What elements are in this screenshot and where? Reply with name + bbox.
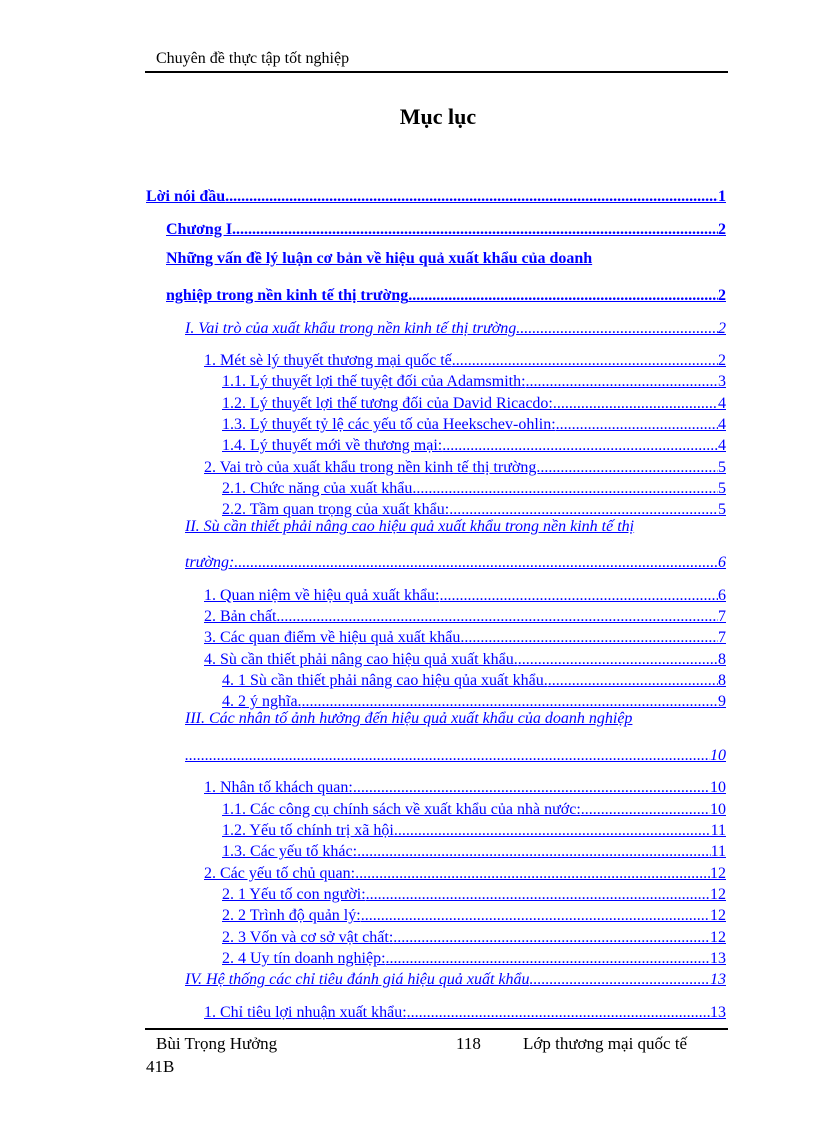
toc-entry-ii-1[interactable]: 1. Quan niệm về hiệu quả xuất khẩu: ..... 6: [204, 583, 726, 605]
toc-entry-1-1[interactable]: 1.1. Lý thuyết lợi thế tuyệt đối của Adamsmith: ..... 3: [222, 369, 726, 391]
toc-entry-iii-2[interactable]: 2. Các yếu tố chủ quan: ..... 12: [204, 861, 726, 883]
footer-class-name: Lớp thương mại quốc tế: [523, 1034, 688, 1053]
toc-entry-iii-2-4[interactable]: 2. 4 Uy tín doanh nghiệp: ..... 13: [222, 946, 726, 968]
toc-entry-1-4[interactable]: 1.4. Lý thuyết mới về thương mại: ..... 4: [222, 433, 726, 455]
toc-entry-section-3-cont[interactable]: ..... 10: [185, 743, 726, 765]
toc-entry-iii-1[interactable]: 1. Nhân tố khách quan: ..... 10: [204, 775, 726, 797]
toc-entry-2[interactable]: 2. Vai trò của xuất khẩu trong nền kinh tế thị trường. ..... 5: [204, 455, 726, 477]
footer-divider: [145, 1028, 728, 1030]
toc-entry-iii-1-1[interactable]: 1.1. Các công cụ chính sách về xuất khẩu của nhà nước: ..... 10: [222, 797, 726, 819]
footer-class-code: 41B: [146, 1057, 175, 1076]
page-title: Mục lục: [399, 104, 477, 129]
toc-entry-ii-3[interactable]: 3. Các quan điểm về hiệu quả xuất khẩu. ..... 7: [204, 625, 726, 647]
toc-entry-loi-noi-dau[interactable]: Lời nói đầu ..... 1: [146, 184, 726, 206]
toc-entry-1-3[interactable]: 1.3. Lý thuyết tỷ lệ các yếu tố của Heekschev-ohlin: ..... 4: [222, 412, 726, 434]
toc-entry-ii-4-2[interactable]: 4. 2 ý nghĩa. ..... 9: [222, 689, 726, 711]
toc-entry-ii-2[interactable]: 2. Bản chất ..... 7: [204, 604, 726, 626]
toc-entry-ii-4-1[interactable]: 4. 1 Sù cần thiết phải nâng cao hiệu qủa xuất khẩu. ..... 8: [222, 668, 726, 690]
toc-entry-1-2[interactable]: 1.2. Lý thuyết lợi thế tương đối của David Ricacdo: ..... 4: [222, 391, 726, 413]
footer-author: Bùi Trọng Hưởng: [156, 1034, 278, 1053]
toc-entry-iii-2-2[interactable]: 2. 2 Trình độ quản lý: ..... 12: [222, 903, 726, 925]
toc-entry-2-2[interactable]: 2.2. Tầm quan trọng của xuất khẩu: ..... 5: [222, 497, 726, 519]
footer-page-number: 118: [456, 1034, 481, 1053]
toc-entry-section-2[interactable]: II. Sù cần thiết phải nâng cao hiệu quả xuất khẩu trong nền kinh tế thị: [185, 518, 635, 535]
toc-entry-section-4[interactable]: IV. Hệ thống các chỉ tiêu đánh giá hiệu quả xuất khẩu ..... 13: [185, 967, 726, 989]
toc-entry-ii-4[interactable]: 4. Sù cần thiết phải nâng cao hiệu quả xuất khẩu. ..... 8: [204, 647, 726, 669]
toc-entry-iii-1-3[interactable]: 1.3. Các yếu tố khác: ..... 11: [222, 839, 726, 861]
toc-entry-section-1[interactable]: I. Vai trò của xuất khẩu trong nền kinh tế thị trường ..... 2: [185, 316, 726, 338]
toc-entry-2-1[interactable]: 2.1. Chức năng của xuất khẩu. ..... 5: [222, 476, 726, 498]
toc-entry-chapter-title-cont[interactable]: nghiệp trong nền kinh tế thị trường ..... 2: [166, 283, 726, 305]
toc-entry-iv-1[interactable]: 1. Chỉ tiêu lợi nhuận xuất khẩu: ..... 13: [204, 1000, 726, 1022]
toc-entry-chuong-1[interactable]: Chương I ..... 2: [166, 217, 726, 239]
running-header: Chuyên đề thực tập tốt nghiệp: [156, 50, 350, 67]
toc-entry-iii-2-1[interactable]: 2. 1 Yếu tố con người: ..... 12: [222, 882, 726, 904]
toc-entry-1[interactable]: 1. Mét sè lý thuyết thương mại quốc tế ..... 2: [204, 348, 726, 370]
toc-entry-iii-2-3[interactable]: 2. 3 Vốn và cơ sở vật chất: ..... 12: [222, 925, 726, 947]
toc-entry-iii-1-2[interactable]: 1.2. Yếu tố chính trị xã hội ..... 11: [222, 818, 726, 840]
toc-entry-chapter-title[interactable]: Những vấn đề lý luận cơ bản về hiệu quả xuất khẩu của doanh: [166, 250, 593, 267]
toc-entry-section-2-cont[interactable]: trường: ..... 6: [185, 550, 726, 572]
toc-entry-section-3[interactable]: III. Các nhân tố ảnh hưởng đến hiệu quả xuất khẩu của doanh nghiệp: [185, 710, 633, 727]
